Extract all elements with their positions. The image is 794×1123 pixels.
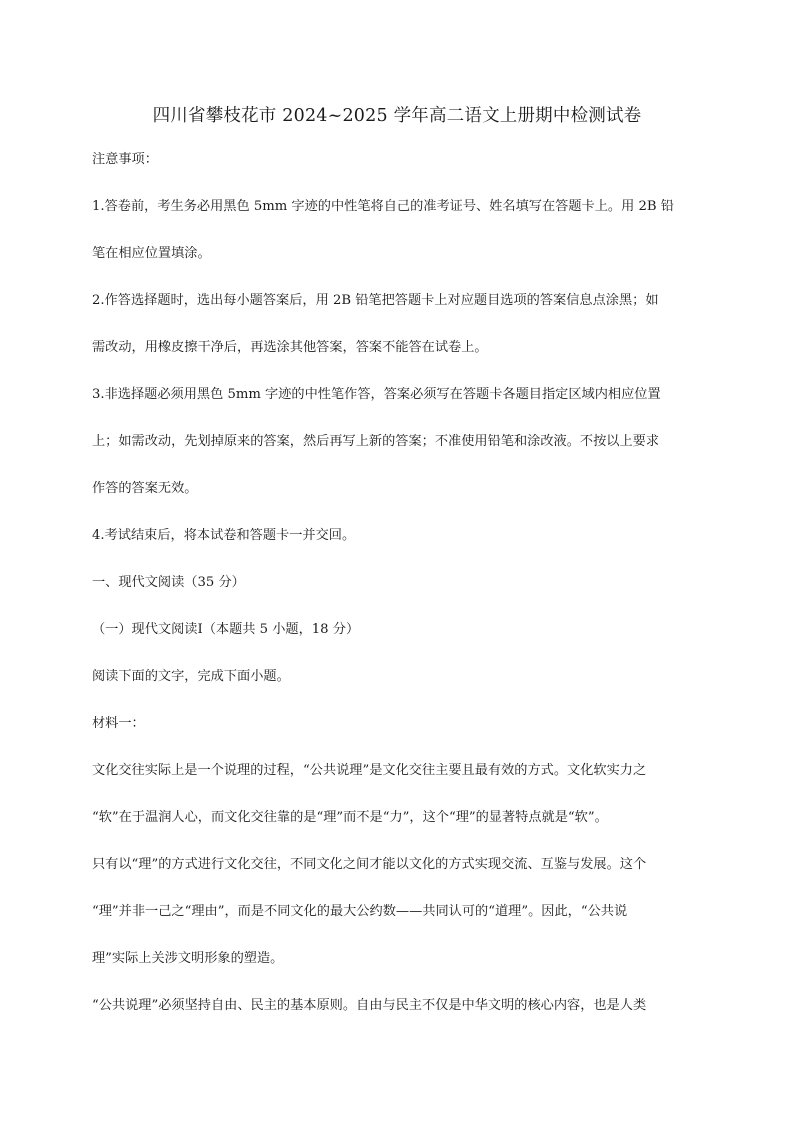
passage-line: 理”实际上关涉文明形象的塑造。 — [92, 951, 284, 966]
passage-line: “软”在于温润人心，而文化交往靠的是“理”而不是“力”，这个“理”的显著特点就是“软”。 — [92, 810, 608, 825]
section-heading: 一、现代文阅读（35 分） — [92, 575, 245, 590]
notice-line: 作答的答案无效。 — [92, 481, 198, 496]
subsection-heading: （一）现代文阅读Ⅰ（本题共 5 小题，18 分） — [92, 622, 360, 637]
notice-line: 2.作答选择题时，选出每小题答案后，用 2B 铅笔把答题卡上对应题目选项的答案信息点涂黑；如 — [92, 293, 659, 308]
reading-instruction: 阅读下面的文字，完成下面小题。 — [92, 669, 290, 684]
exam-title: 四川省攀枝花市 2024~2025 学年高二语文上册期中检测试卷 — [152, 106, 642, 126]
notice-line: 4.考试结束后，将本试卷和答题卡一并交回。 — [92, 528, 356, 543]
notice-heading: 注意事项： — [92, 152, 158, 167]
notice-line: 需改动，用橡皮擦干净后，再选涂其他答案，答案不能答在试卷上。 — [92, 340, 488, 355]
passage-line: 文化交往实际上是一个说理的过程，“公共说理”是文化交往主要且最有效的方式。文化软实力之 — [92, 763, 647, 778]
passage-line: 只有以“理”的方式进行文化交往，不同文化之间才能以文化的方式实现交流、互鉴与发展。这个 — [92, 857, 647, 872]
notice-line: 3.非选择题必须用黑色 5mm 字迹的中性笔作答，答案必须写在答题卡各题目指定区域内相应位置 — [92, 387, 661, 402]
material-label: 材料一： — [92, 716, 145, 731]
passage-line: “公共说理”必须坚持自由、民主的基本原则。自由与民主不仅是中华文明的核心内容，也是人类 — [92, 998, 647, 1013]
notice-line: 笔在相应位置填涂。 — [92, 246, 211, 261]
notice-line: 1.答卷前，考生务必用黑色 5mm 字迹的中性笔将自己的准考证号、姓名填写在答题卡上。用 2B 铅 — [92, 199, 674, 214]
passage-line: “理”并非一己之“理由”，而是不同文化的最大公约数——共同认可的“道理”。因此，“公共说 — [92, 904, 628, 919]
notice-line: 上；如需改动，先划掉原来的答案，然后再写上新的答案；不准使用铅笔和涂改液。不按以上要求 — [92, 434, 660, 449]
